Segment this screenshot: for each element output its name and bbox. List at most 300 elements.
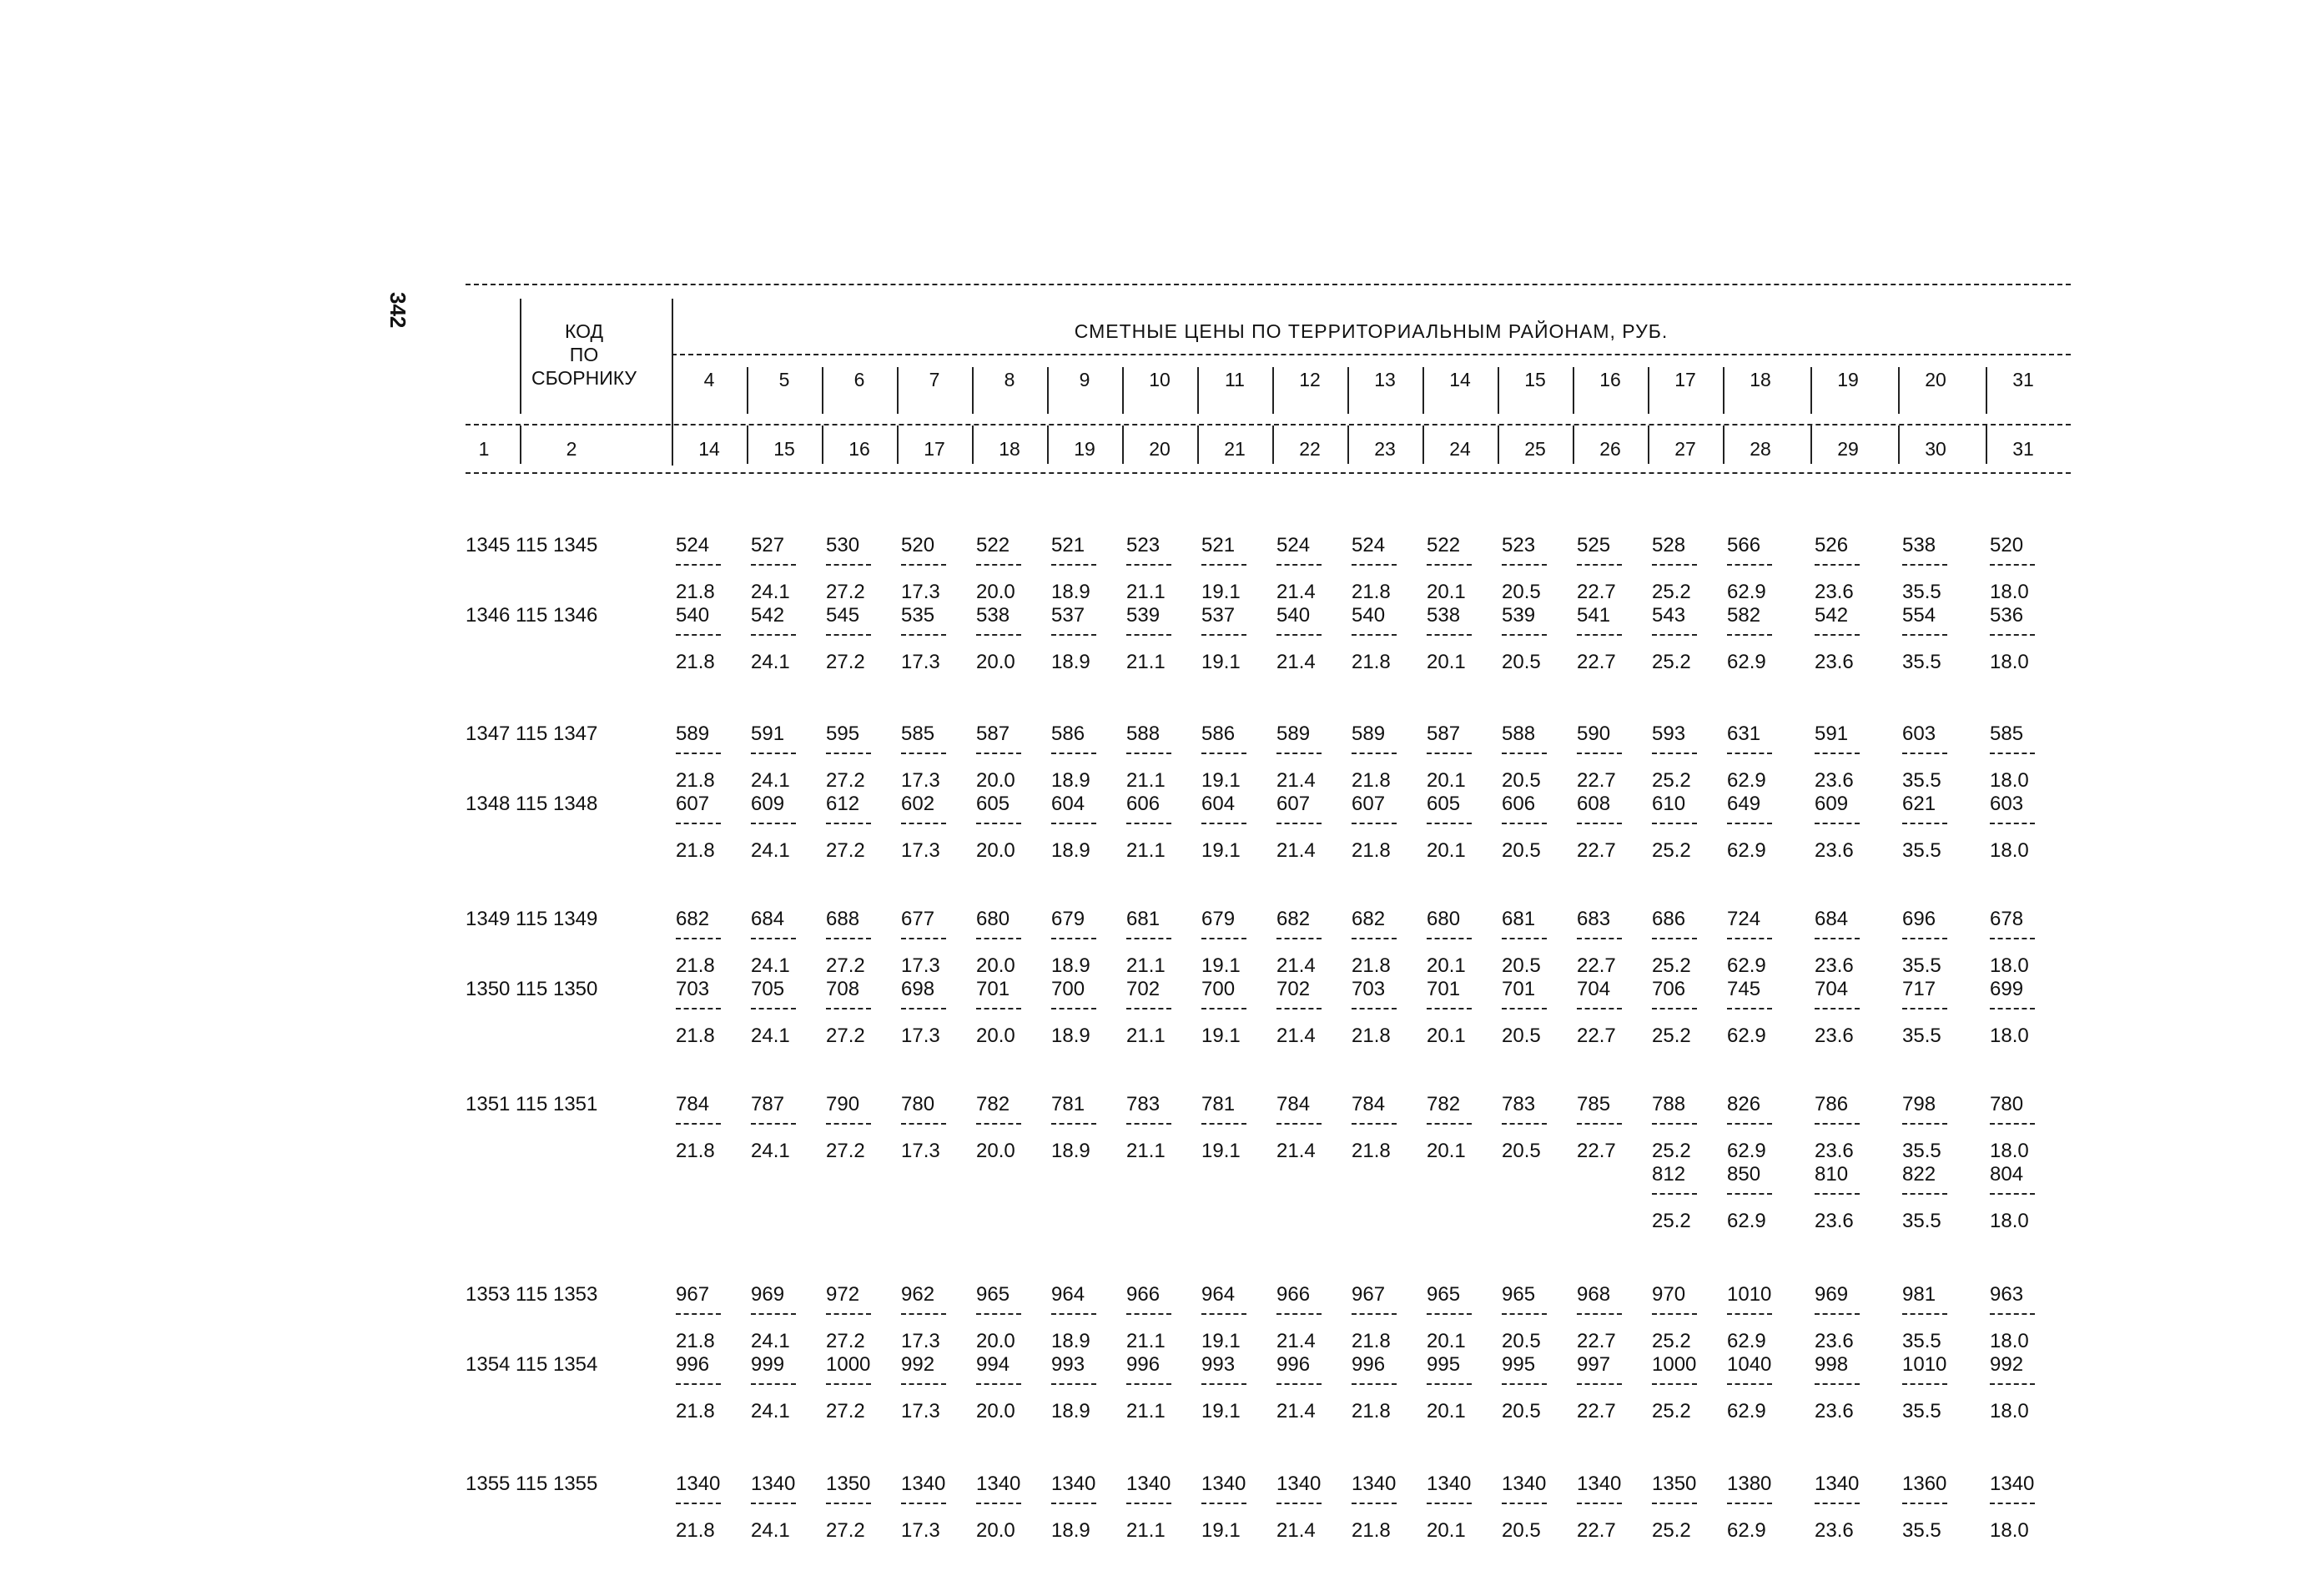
header-rule xyxy=(466,424,2071,425)
fraction-rule xyxy=(1902,634,1947,636)
header-vline xyxy=(747,425,748,464)
fraction-rule xyxy=(751,564,796,566)
fraction-rule xyxy=(901,1123,946,1125)
fraction-rule xyxy=(676,938,721,939)
index-value: 18.0 xyxy=(1990,1400,2029,1422)
price-value: 1350 xyxy=(826,1473,871,1495)
price-value: 787 xyxy=(751,1093,785,1115)
header-vline xyxy=(1573,425,1574,464)
price-value: 524 xyxy=(1276,534,1311,556)
index-value: 19.1 xyxy=(1201,1025,1241,1047)
index-value: 62.9 xyxy=(1727,1519,1766,1542)
index-value: 24.1 xyxy=(751,839,790,862)
price-value: 1340 xyxy=(1815,1473,1860,1495)
index-value: 35.5 xyxy=(1902,1025,1941,1047)
fraction-rule xyxy=(901,823,946,824)
index-value: 21.8 xyxy=(676,954,715,977)
fraction-rule xyxy=(1352,1008,1397,1009)
index-value: 21.8 xyxy=(676,1519,715,1542)
index-value: 23.6 xyxy=(1815,1025,1854,1047)
fraction-rule xyxy=(751,823,796,824)
price-value: 545 xyxy=(826,604,860,627)
index-value: 18.0 xyxy=(1990,1210,2029,1232)
price-value: 520 xyxy=(901,534,935,556)
index-value: 62.9 xyxy=(1727,1330,1766,1352)
index-value: 20.5 xyxy=(1502,651,1541,673)
fraction-rule xyxy=(1352,823,1397,824)
price-value: 586 xyxy=(1051,722,1085,745)
price-value: 527 xyxy=(751,534,785,556)
fraction-rule xyxy=(1652,1123,1697,1125)
price-value: 588 xyxy=(1502,722,1536,745)
header-vline xyxy=(1498,367,1499,414)
fraction-rule xyxy=(1990,1313,2035,1315)
header-vline xyxy=(1422,367,1424,414)
index-value: 23.6 xyxy=(1815,1210,1854,1232)
index-value: 21.1 xyxy=(1126,651,1166,673)
price-value: 996 xyxy=(676,1353,710,1376)
fraction-rule xyxy=(1352,564,1397,566)
index-value: 25.2 xyxy=(1652,839,1691,862)
index-value: 25.2 xyxy=(1652,954,1691,977)
index-value: 62.9 xyxy=(1727,1140,1766,1162)
index-value: 23.6 xyxy=(1815,769,1854,792)
index-value: 21.8 xyxy=(1352,651,1391,673)
fraction-rule xyxy=(1352,1313,1397,1315)
price-value: 700 xyxy=(1051,978,1085,1000)
area-number: 17 xyxy=(1674,369,1696,390)
fraction-rule xyxy=(901,1383,946,1385)
price-value: 702 xyxy=(1276,978,1311,1000)
fraction-rule xyxy=(826,564,871,566)
fraction-rule xyxy=(1126,1383,1171,1385)
price-value: 826 xyxy=(1727,1093,1761,1115)
price-value: 540 xyxy=(676,604,710,627)
header-vline xyxy=(1347,367,1349,414)
price-value: 589 xyxy=(1352,722,1386,745)
price-value: 699 xyxy=(1990,978,2024,1000)
area-number: 6 xyxy=(853,369,865,390)
price-value: 538 xyxy=(1902,534,1936,556)
page-number: 342 xyxy=(385,292,410,329)
header-vline xyxy=(1272,425,1274,464)
fraction-rule xyxy=(1815,1193,1860,1195)
index-value: 21.8 xyxy=(1352,1400,1391,1422)
price-value: 784 xyxy=(1352,1093,1386,1115)
price-value: 1380 xyxy=(1727,1473,1772,1495)
col-index: 27 xyxy=(1674,438,1696,460)
price-value: 966 xyxy=(1276,1283,1311,1306)
index-value: 21.8 xyxy=(1352,1330,1391,1352)
fraction-rule xyxy=(1727,753,1772,754)
fraction-rule xyxy=(1727,1383,1772,1385)
fraction-rule xyxy=(1727,634,1772,636)
price-value: 607 xyxy=(1352,793,1386,815)
col-index: 29 xyxy=(1837,438,1859,460)
index-value: 21.8 xyxy=(676,1025,715,1047)
fraction-rule xyxy=(1652,1313,1697,1315)
index-value: 35.5 xyxy=(1902,769,1941,792)
index-value: 25.2 xyxy=(1652,651,1691,673)
price-value: 701 xyxy=(1427,978,1461,1000)
fraction-rule xyxy=(1902,1193,1947,1195)
price-value: 1010 xyxy=(1902,1353,1947,1376)
fraction-rule xyxy=(901,564,946,566)
col-index: 19 xyxy=(1074,438,1095,460)
fraction-rule xyxy=(1051,1313,1096,1315)
index-value: 22.7 xyxy=(1577,839,1616,862)
area-number: 15 xyxy=(1524,369,1546,390)
index-value: 27.2 xyxy=(826,1400,865,1422)
price-value: 996 xyxy=(1126,1353,1161,1376)
fraction-rule xyxy=(1727,1193,1772,1195)
index-value: 18.0 xyxy=(1990,581,2029,603)
price-value: 604 xyxy=(1201,793,1236,815)
price-value: 537 xyxy=(1051,604,1085,627)
fraction-rule xyxy=(1427,753,1472,754)
fraction-rule xyxy=(976,1503,1021,1504)
price-value: 554 xyxy=(1902,604,1936,627)
price-value: 967 xyxy=(1352,1283,1386,1306)
price-value: 589 xyxy=(676,722,710,745)
index-value: 18.9 xyxy=(1051,1400,1090,1422)
fraction-rule xyxy=(1815,1503,1860,1504)
price-value: 538 xyxy=(976,604,1010,627)
price-value: 684 xyxy=(1815,908,1849,930)
price-value: 591 xyxy=(1815,722,1849,745)
index-value: 21.8 xyxy=(1352,1140,1391,1162)
price-value: 525 xyxy=(1577,534,1611,556)
price-value: 705 xyxy=(751,978,785,1000)
index-value: 20.0 xyxy=(976,1400,1015,1422)
price-value: 649 xyxy=(1727,793,1761,815)
fraction-rule xyxy=(1652,1193,1697,1195)
index-value: 20.1 xyxy=(1427,1330,1466,1352)
price-value: 1340 xyxy=(1502,1473,1547,1495)
price-value: 1340 xyxy=(1427,1473,1472,1495)
index-value: 21.8 xyxy=(1352,954,1391,977)
fraction-rule xyxy=(1427,823,1472,824)
price-value: 535 xyxy=(901,604,935,627)
fraction-rule xyxy=(1815,564,1860,566)
price-value: 995 xyxy=(1502,1353,1536,1376)
col-index: 24 xyxy=(1449,438,1471,460)
index-value: 21.4 xyxy=(1276,1330,1316,1352)
price-value: 582 xyxy=(1727,604,1761,627)
header-vline xyxy=(1122,425,1124,464)
index-value: 17.3 xyxy=(901,651,940,673)
price-value: 810 xyxy=(1815,1163,1849,1186)
index-value: 21.8 xyxy=(676,839,715,862)
index-value: 25.2 xyxy=(1652,1519,1691,1542)
header-vline xyxy=(972,425,974,464)
fraction-rule xyxy=(751,1383,796,1385)
col-index: 15 xyxy=(773,438,795,460)
header-vline xyxy=(1810,367,1812,414)
fraction-rule xyxy=(976,564,1021,566)
header-vline xyxy=(1573,367,1574,414)
fraction-rule xyxy=(1051,938,1096,939)
index-value: 27.2 xyxy=(826,1519,865,1542)
fraction-rule xyxy=(1577,1313,1622,1315)
price-value: 696 xyxy=(1902,908,1936,930)
fraction-rule xyxy=(976,753,1021,754)
price-value: 682 xyxy=(1276,908,1311,930)
index-value: 21.4 xyxy=(1276,1025,1316,1047)
fraction-rule xyxy=(1577,753,1622,754)
price-value: 997 xyxy=(1577,1353,1611,1376)
code-header-label: КОД xyxy=(564,320,604,342)
area-number: 13 xyxy=(1374,369,1396,390)
index-value: 17.3 xyxy=(901,1400,940,1422)
fraction-rule xyxy=(676,634,721,636)
index-value: 21.1 xyxy=(1126,1140,1166,1162)
fraction-rule xyxy=(751,753,796,754)
price-value: 679 xyxy=(1201,908,1236,930)
index-value: 21.1 xyxy=(1126,1330,1166,1352)
fraction-rule xyxy=(1352,1383,1397,1385)
fraction-rule xyxy=(826,938,871,939)
fraction-rule xyxy=(1815,1383,1860,1385)
fraction-rule xyxy=(1815,1008,1860,1009)
fraction-rule xyxy=(976,1123,1021,1125)
index-value: 19.1 xyxy=(1201,651,1241,673)
header-vline xyxy=(1122,367,1124,414)
header-rule xyxy=(466,472,2071,474)
index-value: 23.6 xyxy=(1815,839,1854,862)
index-value: 21.1 xyxy=(1126,1519,1166,1542)
price-value: 609 xyxy=(751,793,785,815)
fraction-rule xyxy=(901,1503,946,1504)
fraction-rule xyxy=(1502,753,1547,754)
price-value: 528 xyxy=(1652,534,1686,556)
index-value: 35.5 xyxy=(1902,651,1941,673)
fraction-rule xyxy=(1652,1503,1697,1504)
header-vline xyxy=(520,425,521,464)
price-value: 783 xyxy=(1502,1093,1536,1115)
price-value: 786 xyxy=(1815,1093,1849,1115)
price-value: 540 xyxy=(1276,604,1311,627)
index-value: 17.3 xyxy=(901,1140,940,1162)
price-value: 586 xyxy=(1201,722,1236,745)
index-value: 22.7 xyxy=(1577,581,1616,603)
fraction-rule xyxy=(676,1123,721,1125)
fraction-rule xyxy=(1276,1383,1322,1385)
price-value: 521 xyxy=(1051,534,1085,556)
price-value: 784 xyxy=(676,1093,710,1115)
index-value: 20.5 xyxy=(1502,581,1541,603)
index-value: 20.0 xyxy=(976,1519,1015,1542)
index-value: 23.6 xyxy=(1815,1140,1854,1162)
fraction-rule xyxy=(751,1008,796,1009)
index-value: 20.5 xyxy=(1502,839,1541,862)
index-value: 18.0 xyxy=(1990,651,2029,673)
fraction-rule xyxy=(1502,1008,1547,1009)
fraction-rule xyxy=(751,1123,796,1125)
fraction-rule xyxy=(1051,1008,1096,1009)
fraction-rule xyxy=(1815,823,1860,824)
area-title: СМЕТНЫЕ ЦЕНЫ ПО ТЕРРИТОРИАЛЬНЫМ РАЙОНАМ, РУБ. xyxy=(1074,320,1669,342)
fraction-rule xyxy=(826,1313,871,1315)
header-vline xyxy=(1197,425,1199,464)
index-value: 21.4 xyxy=(1276,839,1316,862)
price-value: 593 xyxy=(1652,722,1686,745)
price-value: 605 xyxy=(976,793,1010,815)
price-value: 590 xyxy=(1577,722,1611,745)
price-value: 965 xyxy=(1502,1283,1536,1306)
fraction-rule xyxy=(676,1503,721,1504)
index-value: 24.1 xyxy=(751,769,790,792)
fraction-rule xyxy=(1902,1503,1947,1504)
index-value: 20.0 xyxy=(976,651,1015,673)
index-value: 20.5 xyxy=(1502,1140,1541,1162)
index-value: 22.7 xyxy=(1577,651,1616,673)
fraction-rule xyxy=(1815,1123,1860,1125)
index-value: 18.0 xyxy=(1990,1140,2029,1162)
fraction-rule xyxy=(1727,938,1772,939)
price-value: 964 xyxy=(1051,1283,1085,1306)
header-vline xyxy=(1422,425,1424,464)
fraction-rule xyxy=(1352,938,1397,939)
index-value: 17.3 xyxy=(901,581,940,603)
price-value: 526 xyxy=(1815,534,1849,556)
price-value: 782 xyxy=(1427,1093,1461,1115)
price-value: 539 xyxy=(1126,604,1161,627)
index-value: 24.1 xyxy=(751,1400,790,1422)
price-value: 962 xyxy=(901,1283,935,1306)
fraction-rule xyxy=(1126,634,1171,636)
price-value: 610 xyxy=(1652,793,1686,815)
fraction-rule xyxy=(676,564,721,566)
fraction-rule xyxy=(1427,1383,1472,1385)
fraction-rule xyxy=(1427,564,1472,566)
index-value: 62.9 xyxy=(1727,651,1766,673)
fraction-rule xyxy=(1902,1313,1947,1315)
index-value: 62.9 xyxy=(1727,769,1766,792)
fraction-rule xyxy=(1815,634,1860,636)
index-value: 25.2 xyxy=(1652,1400,1691,1422)
price-value: 780 xyxy=(901,1093,935,1115)
price-value: 1000 xyxy=(1652,1353,1697,1376)
area-number: 14 xyxy=(1449,369,1471,390)
index-value: 62.9 xyxy=(1727,1400,1766,1422)
fraction-rule xyxy=(1126,1313,1171,1315)
price-value: 966 xyxy=(1126,1283,1161,1306)
index-value: 21.4 xyxy=(1276,769,1316,792)
price-value: 782 xyxy=(976,1093,1010,1115)
price-value: 999 xyxy=(751,1353,785,1376)
price-value: 995 xyxy=(1427,1353,1461,1376)
price-value: 602 xyxy=(901,793,935,815)
price-value: 996 xyxy=(1276,1353,1311,1376)
fraction-rule xyxy=(1502,564,1547,566)
index-value: 18.9 xyxy=(1051,1330,1090,1352)
fraction-rule xyxy=(1276,1123,1322,1125)
fraction-rule xyxy=(1577,1123,1622,1125)
fraction-rule xyxy=(1727,1008,1772,1009)
fraction-rule xyxy=(1502,1123,1547,1125)
header-vline xyxy=(1986,367,1987,414)
index-value: 21.8 xyxy=(676,769,715,792)
index-value: 20.1 xyxy=(1427,839,1466,862)
index-value: 20.5 xyxy=(1502,1519,1541,1542)
fraction-rule xyxy=(1352,1503,1397,1504)
price-value: 804 xyxy=(1990,1163,2024,1186)
index-value: 19.1 xyxy=(1201,839,1241,862)
index-value: 35.5 xyxy=(1902,1210,1941,1232)
price-value: 603 xyxy=(1990,793,2024,815)
area-number: 5 xyxy=(778,369,790,390)
fraction-rule xyxy=(826,1123,871,1125)
fraction-rule xyxy=(976,938,1021,939)
fraction-rule xyxy=(1427,1008,1472,1009)
fraction-rule xyxy=(1502,1503,1547,1504)
price-value: 992 xyxy=(1990,1353,2024,1376)
col-index: 2 xyxy=(566,438,577,460)
price-value: 850 xyxy=(1727,1163,1761,1186)
col-index: 1 xyxy=(478,438,490,460)
price-value: 704 xyxy=(1577,978,1611,1000)
index-value: 17.3 xyxy=(901,769,940,792)
index-value: 21.1 xyxy=(1126,839,1166,862)
header-vline xyxy=(1197,367,1199,414)
fraction-rule xyxy=(901,753,946,754)
fraction-rule xyxy=(1352,753,1397,754)
index-value: 21.8 xyxy=(676,1140,715,1162)
fraction-rule xyxy=(901,634,946,636)
price-value: 1340 xyxy=(1577,1473,1622,1495)
price-value: 566 xyxy=(1727,534,1761,556)
area-number: 16 xyxy=(1599,369,1621,390)
header-vline xyxy=(1898,425,1900,464)
price-value: 701 xyxy=(976,978,1010,1000)
fraction-rule xyxy=(1652,938,1697,939)
fraction-rule xyxy=(1577,938,1622,939)
fraction-rule xyxy=(1990,1008,2035,1009)
price-value: 530 xyxy=(826,534,860,556)
fraction-rule xyxy=(1126,1503,1171,1504)
row-code: 1345 115 1345 xyxy=(466,534,598,556)
row-code: 1347 115 1347 xyxy=(466,722,598,745)
index-value: 24.1 xyxy=(751,1519,790,1542)
col-index: 23 xyxy=(1374,438,1396,460)
fraction-rule xyxy=(976,1008,1021,1009)
index-value: 21.8 xyxy=(676,581,715,603)
index-value: 27.2 xyxy=(826,769,865,792)
index-value: 25.2 xyxy=(1652,769,1691,792)
price-value: 538 xyxy=(1427,604,1461,627)
fraction-rule xyxy=(676,823,721,824)
price-value: 706 xyxy=(1652,978,1686,1000)
index-value: 17.3 xyxy=(901,839,940,862)
fraction-rule xyxy=(1427,634,1472,636)
fraction-rule xyxy=(826,753,871,754)
index-value: 18.0 xyxy=(1990,839,2029,862)
price-value: 607 xyxy=(676,793,710,815)
price-value: 537 xyxy=(1201,604,1236,627)
col-index: 16 xyxy=(848,438,870,460)
price-value: 981 xyxy=(1902,1283,1936,1306)
col-index: 21 xyxy=(1224,438,1246,460)
index-value: 21.8 xyxy=(1352,1025,1391,1047)
price-value: 1360 xyxy=(1902,1473,1947,1495)
price-value: 1340 xyxy=(976,1473,1021,1495)
fraction-rule xyxy=(1126,753,1171,754)
price-value: 1000 xyxy=(826,1353,871,1376)
price-value: 604 xyxy=(1051,793,1085,815)
fraction-rule xyxy=(1276,1313,1322,1315)
price-value: 606 xyxy=(1502,793,1536,815)
